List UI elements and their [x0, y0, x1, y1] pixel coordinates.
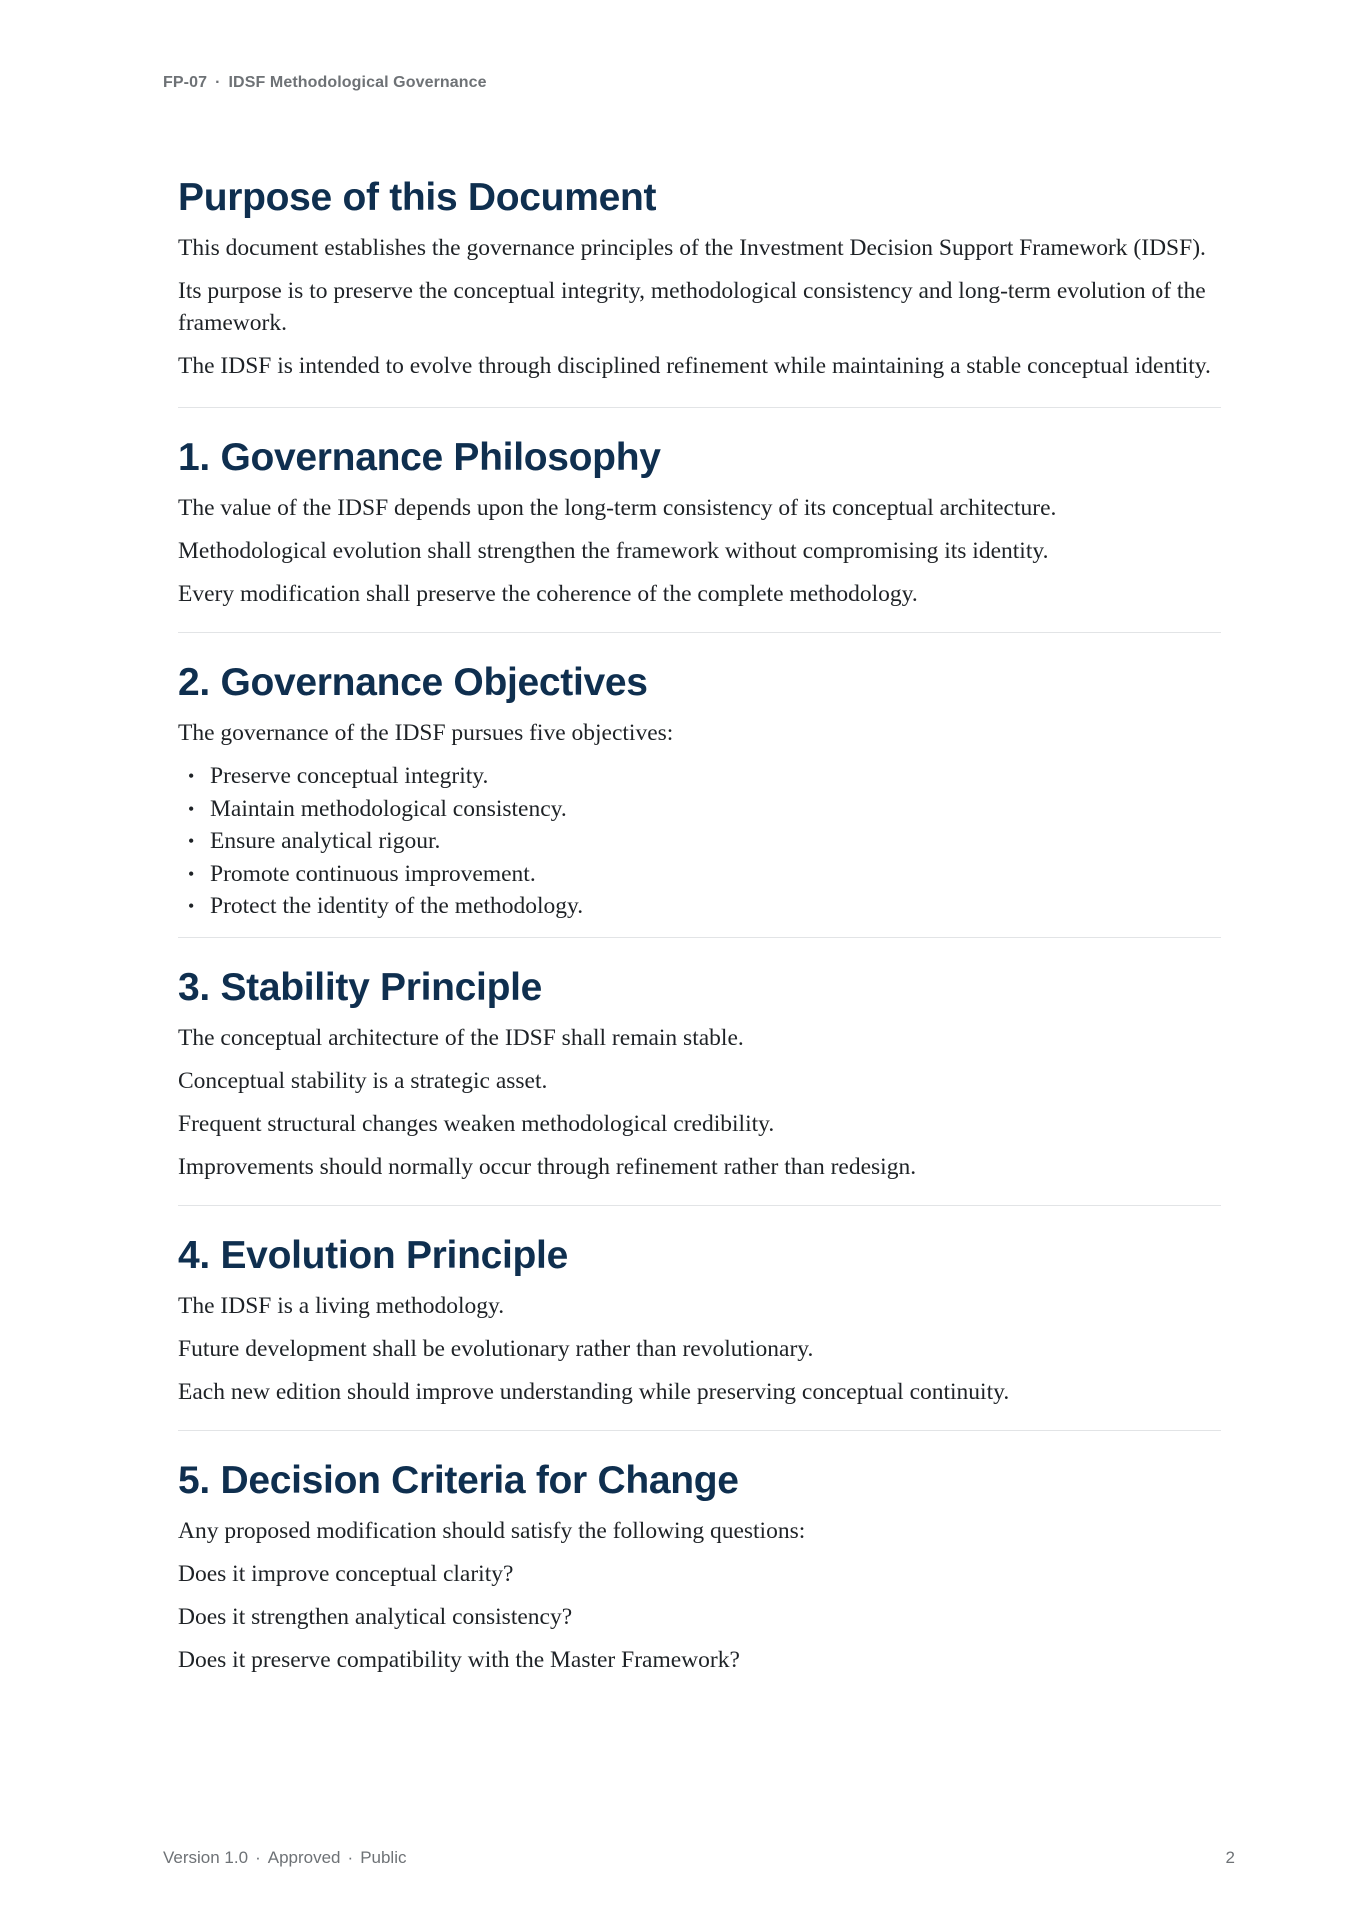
- section-title: Purpose of this Document: [178, 176, 657, 219]
- objectives-list: [178, 760, 1221, 923]
- footer-separator: ·: [347, 1848, 354, 1867]
- section-decision-criteria: [178, 1431, 1221, 1698]
- document-body: [178, 170, 1221, 1698]
- section-governance-objectives: [178, 633, 1221, 938]
- paragraph: Its purpose is to preserve the conceptual integrity, methodological consistency and long-term evolution of the framework.: [178, 278, 1206, 336]
- section-title: 1. Governance Philosophy: [178, 436, 661, 479]
- bullet-icon: •: [188, 766, 195, 786]
- section-governance-philosophy: [178, 408, 1221, 633]
- list-item: [178, 858, 1221, 891]
- list-item: [178, 890, 1221, 923]
- list-item-text: Ensure analytical rigour.: [210, 828, 441, 855]
- list-item: [178, 760, 1221, 793]
- doc-title: IDSF Methodological Governance: [228, 74, 487, 91]
- paragraph: Does it improve conceptual clarity?: [178, 1560, 514, 1587]
- paragraph: The IDSF is intended to evolve through disciplined refinement while maintaining a stable conceptual identity.: [178, 353, 1211, 379]
- list-item-text: Maintain methodological consistency.: [210, 795, 567, 822]
- version-label: Version 1.0: [163, 1848, 249, 1867]
- paragraph: Future development shall be evolutionary rather than revolutionary.: [178, 1335, 814, 1362]
- paragraph: Does it strengthen analytical consistency?: [178, 1603, 573, 1630]
- section-stability-principle: [178, 938, 1221, 1206]
- list-item-text: Preserve conceptual integrity.: [210, 763, 489, 789]
- section-title: 5. Decision Criteria for Change: [178, 1458, 739, 1502]
- bullet-icon: •: [188, 831, 195, 852]
- paragraph: Every modification shall preserve the coherence of the complete methodology.: [178, 581, 918, 607]
- paragraph: Each new edition should improve understanding while preserving conceptual continuity.: [178, 1378, 1010, 1405]
- page-number: 2: [1225, 1848, 1235, 1867]
- section-title: 3. Stability Principle: [178, 965, 543, 1009]
- paragraph: Methodological evolution shall strengthen the framework without compromising its identity.: [178, 538, 1049, 564]
- list-item: [178, 825, 1221, 858]
- paragraph: This document establishes the governance principles of the Investment Decision Support Framework (IDSF).: [178, 235, 1206, 261]
- paragraph: Improvements should normally occur through refinement rather than redesign.: [178, 1153, 917, 1180]
- page-footer: [163, 1848, 407, 1868]
- section-evolution-principle: [178, 1206, 1221, 1431]
- footer-separator: ·: [255, 1848, 261, 1867]
- running-header: [163, 74, 487, 92]
- section-purpose: [178, 170, 1221, 408]
- paragraph: The governance of the IDSF pursues five objectives:: [178, 720, 674, 746]
- paragraph: The conceptual architecture of the IDSF shall remain stable.: [178, 1024, 744, 1051]
- list-item-text: Promote continuous improvement.: [210, 860, 536, 887]
- paragraph: Does it preserve compatibility with the Master Framework?: [178, 1646, 740, 1673]
- paragraph: The IDSF is a living methodology.: [178, 1292, 505, 1319]
- paragraph: The value of the IDSF depends upon the long-term consistency of its conceptual architecture.: [178, 495, 1057, 521]
- list-item-text: Protect the identity of the methodology.: [210, 893, 584, 920]
- paragraph: Frequent structural changes weaken methodological credibility.: [178, 1110, 775, 1137]
- list-item: [178, 793, 1221, 826]
- bullet-icon: •: [188, 863, 195, 884]
- doc-code: FP-07: [163, 74, 208, 91]
- bullet-icon: •: [188, 896, 195, 917]
- section-title: 4. Evolution Principle: [178, 1233, 568, 1277]
- paragraph: Conceptual stability is a strategic asset.: [178, 1067, 548, 1094]
- status-label: Approved: [267, 1848, 341, 1867]
- classification-label: Public: [360, 1848, 407, 1867]
- bullet-icon: •: [188, 798, 195, 819]
- header-separator: ·: [215, 74, 221, 91]
- section-title: 2. Governance Objectives: [178, 661, 648, 704]
- paragraph: Any proposed modification should satisfy the following questions:: [178, 1517, 806, 1544]
